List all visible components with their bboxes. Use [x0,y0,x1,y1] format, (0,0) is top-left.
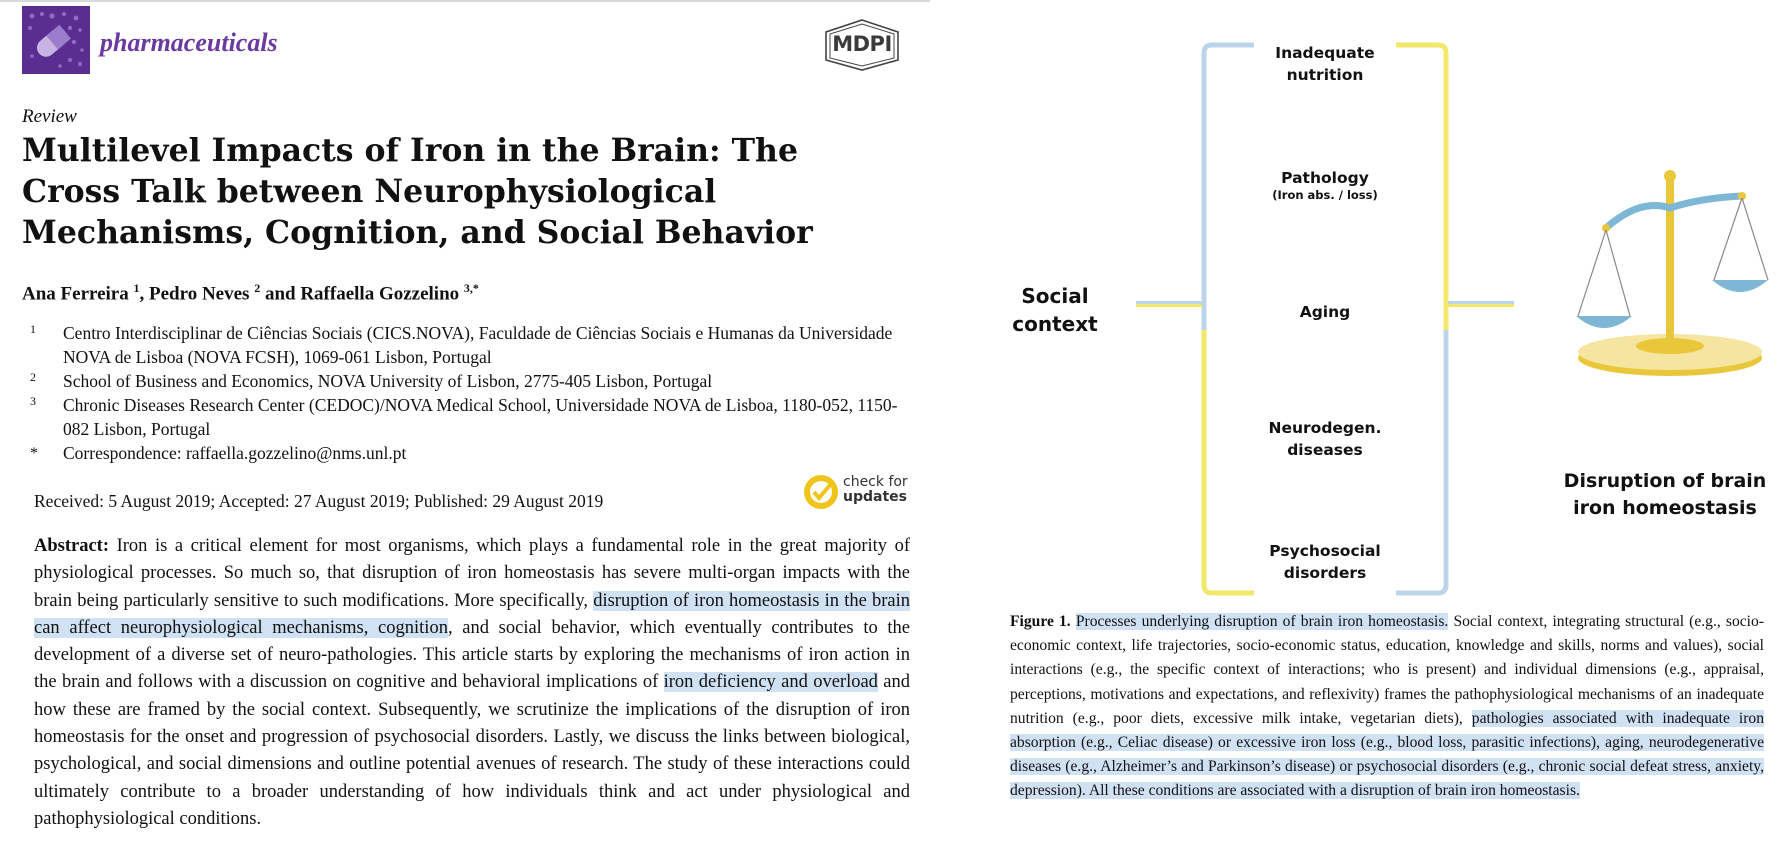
author-affiliation-ref: 1 [133,281,140,295]
abstract-text: , and social behavior, which eventually contributes to the development of a diverse set of neuro-pathologies. This article starts by exploring the mechanisms of iron action in the brain and follows with a discussion on cognitive and behavioral implications of [34,617,910,693]
journal-name[interactable]: pharmaceuticals [100,28,278,57]
author-affiliation-ref: 2 [254,281,261,295]
author-affiliation-ref: 3,* [463,281,479,295]
journal-logo [22,6,90,74]
highlighted-text[interactable]: Processes underlying disruption of brain iron homeostasis. [1075,613,1449,630]
label-line: Neurodegen. [1268,419,1382,437]
label-line: Disruption of brain [1563,470,1767,492]
article-title: Multilevel Impacts of Iron in the Brain: The Cross Talk between Neurophysiological Mechanisms, Cognition, and Social Behavior [22,132,813,251]
factor-inadequate-nutrition [1245,42,1405,86]
affiliation-number: 1 [30,322,36,336]
checkmark-icon [803,474,839,510]
author-list [22,281,479,305]
updates-label: updates [843,489,907,505]
publication-dates: Received: 5 August 2019; Accepted: 27 August 2019; Published: 29 August 2019 [34,491,604,511]
label-line: Social [1021,284,1089,308]
highlighted-text[interactable]: pathologies associated with inadequate iron absorption (e.g., Celiac disease) or excessive iron loss (e.g., blood loss, parasitic infections), aging, neurodegenerative diseases (e.g., Alzheimer’s and Parkinson’s disease) or psychosocial disorders (e.g., chronic social defeat stress, anxiety, depression). All these conditions are associated with a disruption of brain iron homeostasis. [1010,709,1765,800]
label-line: iron homeostasis [1573,497,1757,519]
label-line: Inadequate [1275,44,1375,62]
label-line: nutrition [1286,66,1364,84]
highlighted-text[interactable]: iron deficiency and overload [663,672,878,693]
check-label: check for [843,474,908,490]
label-line: Aging [1299,303,1351,321]
abstract-text: and how these are framed by the social context. Subsequently, we scrutinize the implications of the disruption of iron homeostasis for the onset and progression of psychosocial disorders. Lastly, we discuss the links between biological, psychological, and social dimensions and outline potential avenues of research. The study of these interactions could ultimately contribute to a broader understanding of how individuals think and act under physiological and pathophysiological conditions. [34,672,910,829]
correspondence-text[interactable]: Correspondence: raffaella.gozzelino@nms.unl.pt [63,443,407,463]
mdpi-text: MDPI [832,32,892,56]
factor-pathology [1245,168,1405,202]
affiliation-number: * [30,445,38,462]
factor-aging [1245,302,1405,322]
author-name[interactable]: Ana Ferreira [22,283,129,305]
caption-text: Social context, integrating structural (e.g., socio-economic context, life trajectories, socio-economic status, education, knowledge and skills, norms and values), social interactions (e.g., the specific context of interactions; who is present) and individual dimensions (e.g., appraisal, perceptions, motivations and expectations, and reflexivity) frames the pathophysiological mechanisms of an inadequate nutrition (e.g., poor diets, excessive milk intake, vegetarian diets), [1010,613,1764,727]
disruption-label [1555,468,1775,522]
author-name[interactable]: Raffaella Gozzelino [300,283,460,305]
affiliation-item [30,393,910,441]
author-separator: , [139,283,149,305]
label-line: context [1012,312,1098,336]
affiliation-text: Centro Interdisciplinar de Ciências Sociais (CICS.NOVA), Faculdade de Ciências Sociais e Humanas da Universidade NOVA de Lisboa (NOVA FCSH), 1069-061 Lisbon, Portugal [63,323,893,367]
factor-neurodegen-diseases [1245,417,1405,461]
affiliation-number: 2 [30,370,36,384]
mdpi-logo[interactable] [818,18,906,72]
social-context-label [1010,282,1100,338]
figure-caption [1010,610,1764,804]
affiliation-item [30,321,910,369]
article-type: Review [22,106,77,127]
caption-label: Figure 1. [1010,613,1071,630]
author-name[interactable]: Pedro Neves [149,283,250,305]
affiliation-item [30,369,910,393]
affiliation-text: School of Business and Economics, NOVA University of Lisbon, 2775-405 Lisbon, Portugal [63,371,713,391]
abstract-label: Abstract: [34,536,110,556]
label-subtext: (Iron abs. / loss) [1272,188,1378,202]
author-separator: and [260,283,301,305]
top-border [0,0,930,2]
label-line: diseases [1287,441,1363,459]
abstract-text: Iron is a critical element for most organisms, which plays a fundamental role in the great majority of physiological processes. So much so, that disruption of iron homeostasis has severe multi-organ impacts with the brain being particularly sensitive to such modifications. More specifically, [34,536,910,611]
label-line: Psychosocial [1269,542,1381,560]
check-for-updates-badge[interactable] [803,471,913,513]
highlighted-text[interactable]: disruption of iron homeostasis in the brain can affect neurophysiological mechanisms, cognition [34,590,910,638]
balance-scale-icon [1570,168,1770,378]
affiliation-text: Chronic Diseases Research Center (CEDOC)/NOVA Medical School, Universidade NOVA de Lisboa, 1180-052, 1150-082 Lisbon, Portugal [63,395,898,439]
abstract [34,533,910,833]
factor-psychosocial-disorders [1245,540,1405,584]
affiliation-number: 3 [30,394,36,408]
label-line: Pathology [1281,169,1369,187]
label-line: disorders [1283,564,1367,582]
correspondence [30,441,910,465]
